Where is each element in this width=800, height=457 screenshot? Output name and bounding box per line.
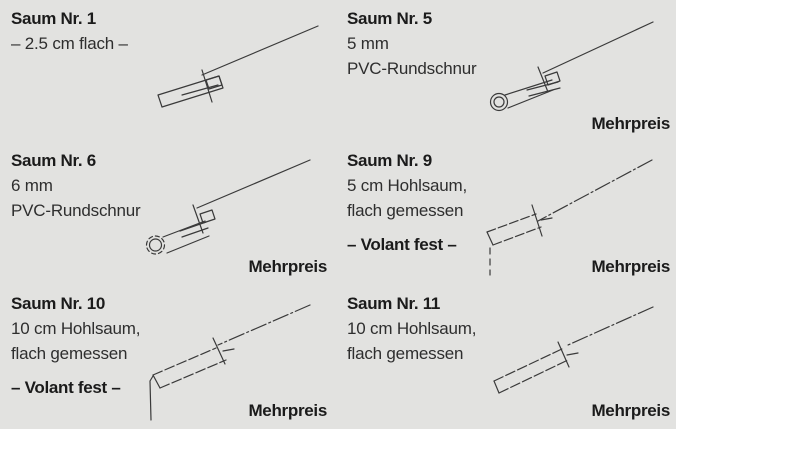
surcharge-label: Mehrpreis xyxy=(591,401,670,420)
panel-saum-1 xyxy=(0,0,338,142)
panel-line1: 10 cm Hohlsaum, xyxy=(11,319,141,338)
panel-line2: flach gemessen xyxy=(347,201,464,220)
panel-title: Saum Nr. 11 xyxy=(347,294,441,313)
panel-title: Saum Nr. 9 xyxy=(347,151,432,170)
panel-title: Saum Nr. 5 xyxy=(347,9,432,28)
panel-line2: PVC-Rundschnur xyxy=(347,59,477,78)
panel-title: Saum Nr. 10 xyxy=(11,294,106,313)
panel-saum-9 xyxy=(338,142,676,285)
panel-line2: flach gemessen xyxy=(347,344,464,363)
panel-title: Saum Nr. 1 xyxy=(11,9,96,28)
panel-line2: flach gemessen xyxy=(11,344,128,363)
panel-saum-10 xyxy=(0,285,338,429)
panel-line1: – 2.5 cm flach – xyxy=(11,34,128,53)
panel-text xyxy=(347,6,476,81)
panel-line1: 10 cm Hohlsaum, xyxy=(347,319,477,338)
hollow-hem-5cm-with-fixed-valance-sketch xyxy=(437,148,662,273)
hem-with-5mm-pvc-round-cord-sketch xyxy=(477,8,662,120)
panel-text xyxy=(11,6,128,56)
panel-saum-6 xyxy=(0,142,338,285)
panel-line1: 5 mm xyxy=(347,34,389,53)
surcharge-label: Mehrpreis xyxy=(248,401,327,420)
surcharge-label: Mehrpreis xyxy=(248,257,327,276)
surcharge-label: Mehrpreis xyxy=(591,257,670,276)
panel-line2: PVC-Rundschnur xyxy=(11,201,141,220)
panel-line1: 6 mm xyxy=(11,176,53,195)
panel-saum-5 xyxy=(338,0,676,142)
panel-volant-note: – Volant fest – xyxy=(11,378,121,397)
panel-saum-11 xyxy=(338,285,676,429)
panel-title: Saum Nr. 6 xyxy=(11,151,96,170)
hollow-hem-10cm-sketch xyxy=(450,295,660,415)
panel-text xyxy=(11,291,140,400)
flat-hem-sketch xyxy=(140,12,325,122)
surcharge-label: Mehrpreis xyxy=(591,114,670,133)
panel-text xyxy=(11,148,140,223)
panel-line1: 5 cm Hohlsaum, xyxy=(347,176,468,195)
panel-volant-note: – Volant fest – xyxy=(347,235,457,254)
